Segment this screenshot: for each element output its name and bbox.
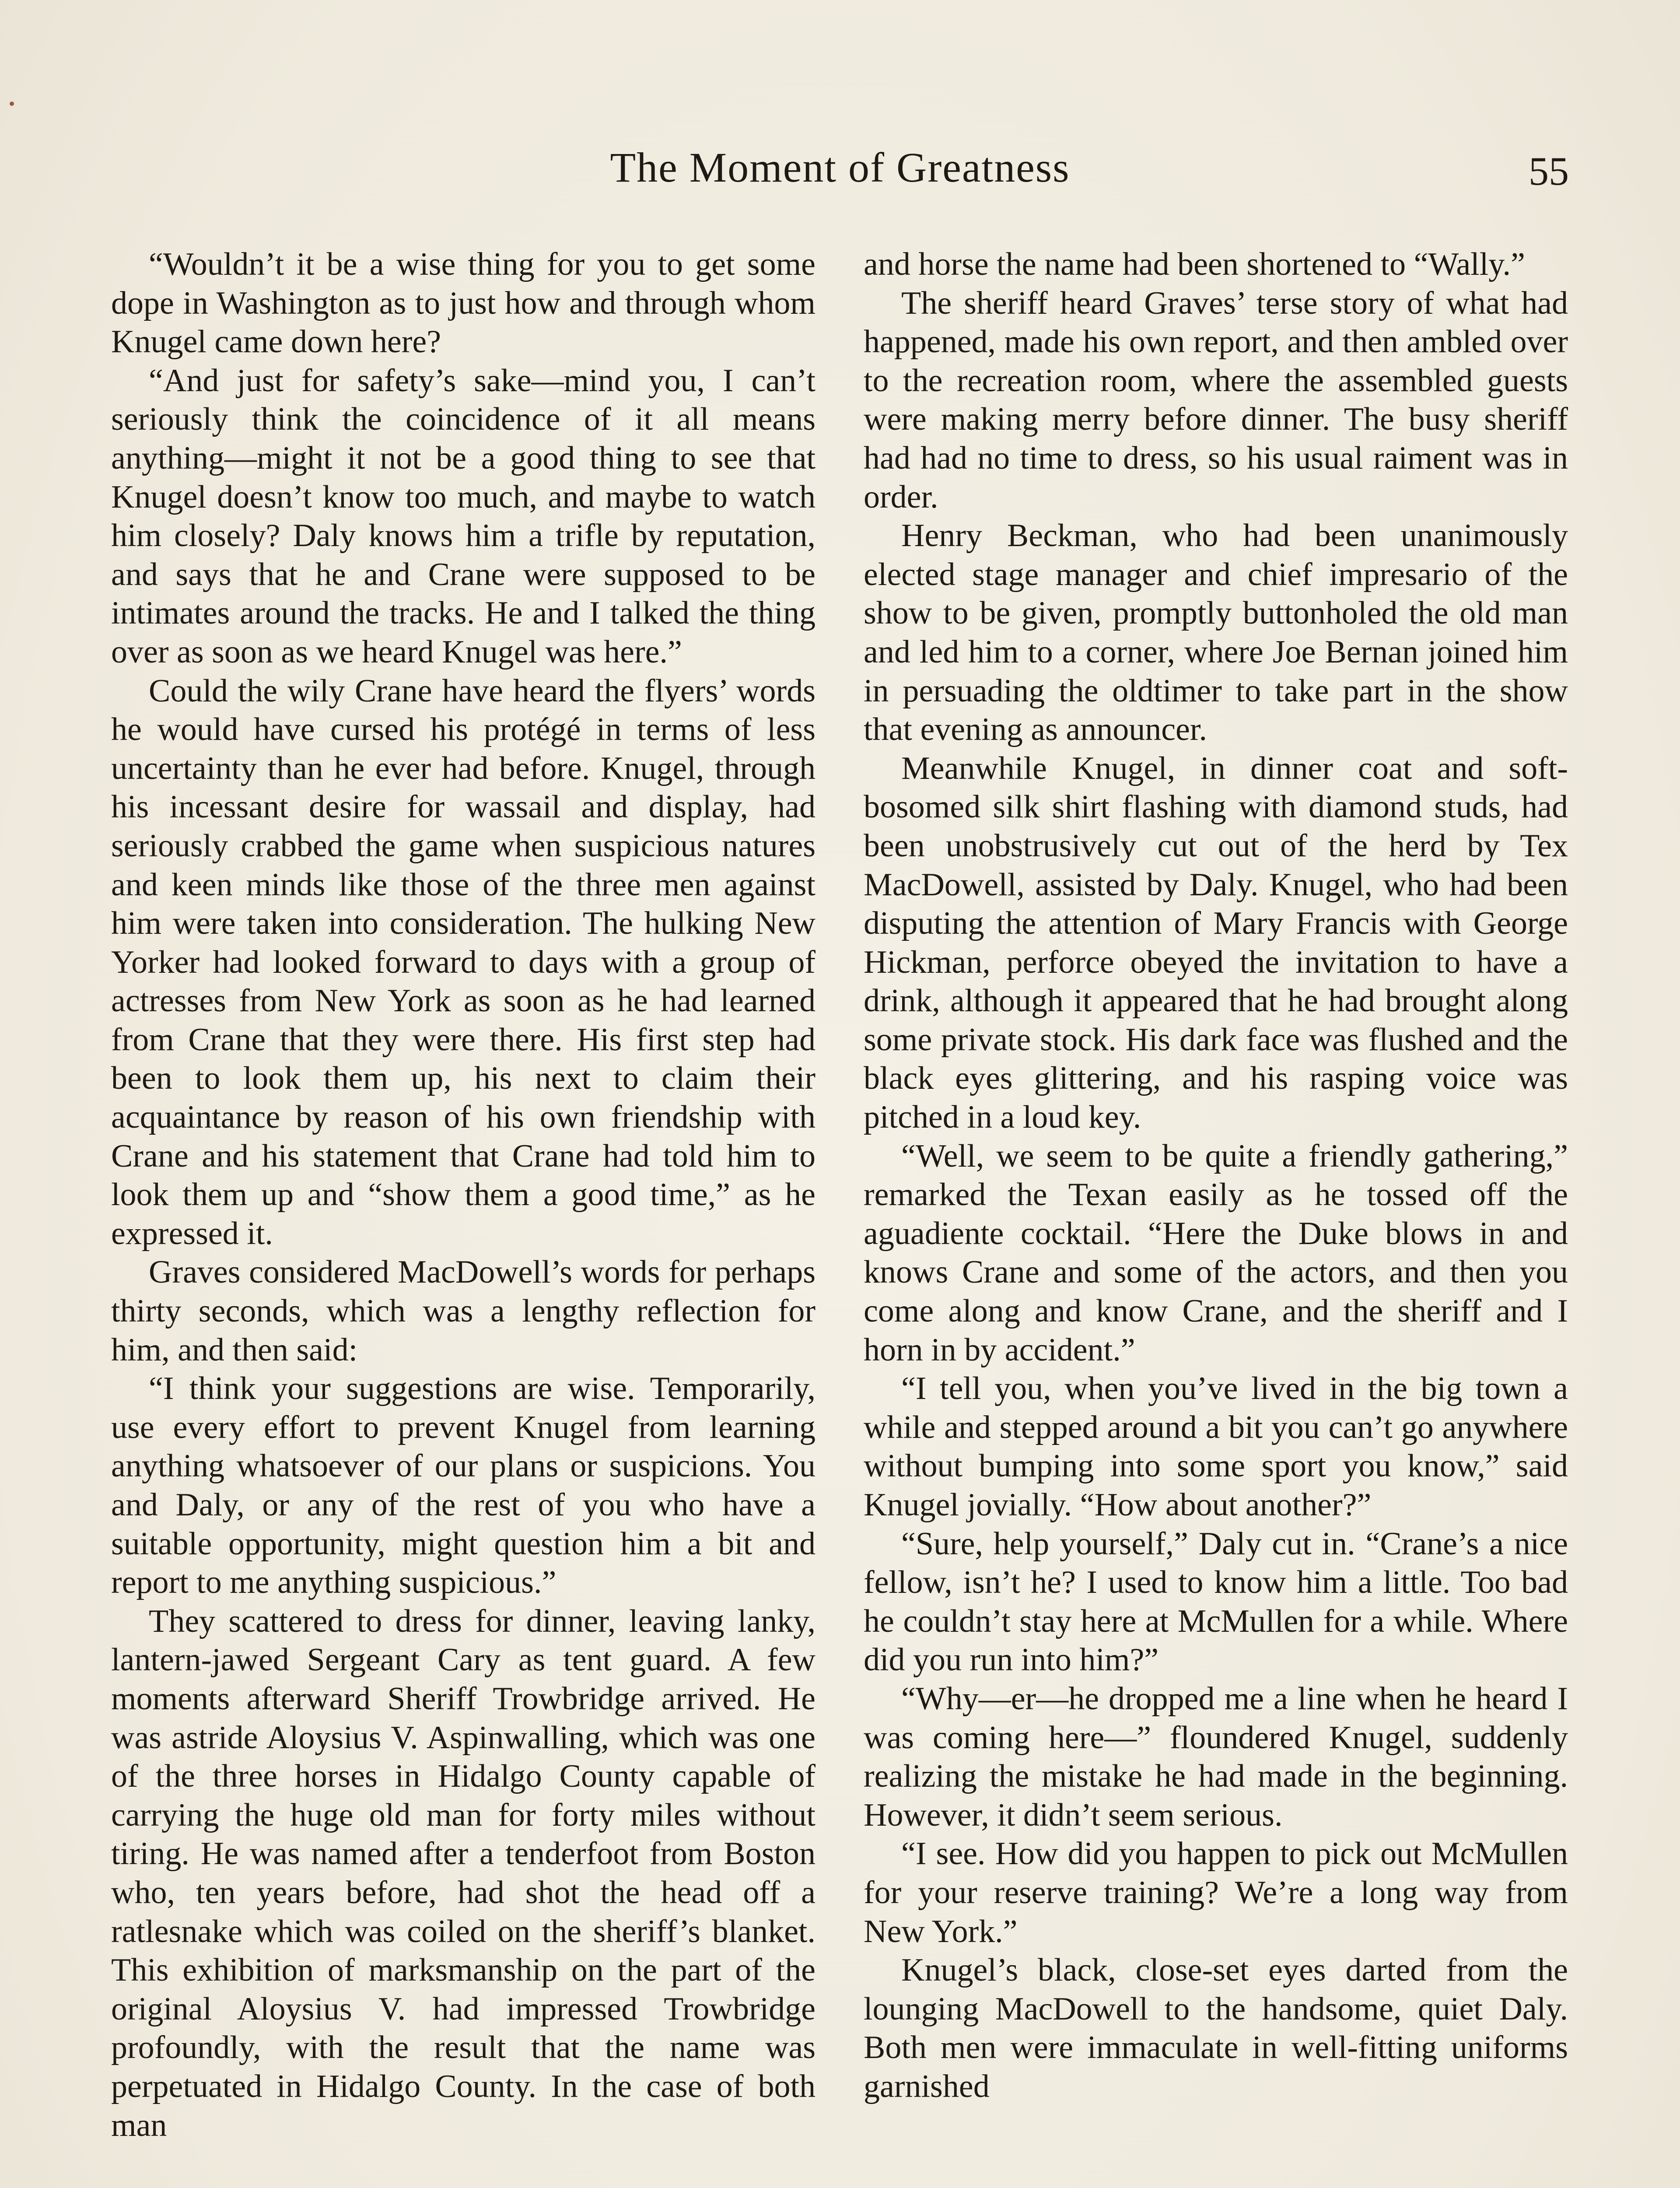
paragraph: Could the wily Crane have heard the flyers’ words he would have cursed his protégé in terms of less uncertainty than he ever had before. Knugel, through his incessant desire for wassail and display, had seriously crabbed the game when suspicious natures and keen minds like those of the three men against him were taken into consideration. The hulking New Yorker had looked forward to days with a group of actresses from New York as soon as he had learned from Crane that they were there. His first step had been to look them up, his next to claim their acquaintance by reason of his own friendship with Crane and his statement that Crane had told him to look them up and “show them a good time,” as he expressed it. <box>111 673 816 1252</box>
paragraph: “I think your suggestions are wise. Temporarily, use every effort to prevent Knugel from learning anything whatsoever of our plans or suspicions. You and Daly, or any of the rest of you who have a suitable opportunity, might question him a bit and report to me anything suspicious.” <box>111 1371 816 1601</box>
paragraph: The sheriff heard Graves’ terse story of what had happened, made his own report, and then ambled over to the recreation room, where the assembled guests were making merry before dinner. The busy sheriff had had no time to dress, so his usual raiment was in order. <box>864 285 1568 515</box>
paper-speck <box>10 102 14 106</box>
paragraph: “Why—er—he dropped me a line when he heard I was coming here—” floundered Knugel, suddenly realizing the mistake he had made in the beginning. However, it didn’t seem serious. <box>864 1680 1568 1833</box>
paragraph: “And just for safety’s sake—mind you, I can’t seriously think the coincidence of it all means anything—might it not be a good thing to see that Knugel doesn’t know too much, and maybe to watch him closely? Daly knows him a trifle by reputation, and says that he and Crane were supposed to be intimates around the tracks. He and I talked the thing over as soon as we heard Knugel was here.” <box>111 362 816 670</box>
paragraph: “Sure, help yourself,” Daly cut in. “Crane’s a nice fellow, isn’t he? I used to know him a little. Too bad he couldn’t stay here at McMullen for a while. Where did you run into him?” <box>864 1525 1568 1678</box>
paragraph: “Well, we seem to be quite a friendly gathering,” remarked the Texan easily as he tossed off the aguadiente cocktail. “Here the Duke blows in and knows Crane and some of the actors, and then you come along and know Crane, and the sheriff and I horn in by accident.” <box>864 1138 1568 1368</box>
paragraph: They scattered to dress for dinner, leaving lanky, lantern-jawed Sergeant Cary as tent guard. A few moments afterward Sheriff Trowbridge arrived. He was astride Aloysius V. Aspinwalling, which was one of the three horses in Hidalgo County capable of carrying the huge old man for forty miles without tiring. He was named after a tenderfoot from Boston who, ten years before, had shot the head off a ratlesnake which was coiled on the sheriff’s blanket. This exhibition of marksmanship on the part of the original Aloysius V. had impressed Trowbridge profoundly, with the result that the name was perpetuated in Hidalgo County. In the case of both man <box>111 1603 816 2143</box>
page-header <box>111 139 1569 205</box>
paragraph-continuation: and horse the name had been shortened to “Wally.” <box>864 246 1525 282</box>
paragraph: “Wouldn’t it be a wise thing for you to get some dope in Washington as to just how and through whom Knugel came down here? <box>111 246 816 360</box>
paragraph: “I see. How did you happen to pick out McMullen for your reserve training? We’re a long way from New York.” <box>864 1836 1568 1950</box>
paragraph: Knugel’s black, close-set eyes darted from the lounging MacDowell to the handsome, quiet Daly. Both men were immaculate in well-fitting uniforms garnished <box>864 1952 1568 2104</box>
paragraph: Meanwhile Knugel, in dinner coat and soft-bosomed silk shirt flashing with diamond studs, had been unobstrusively cut out of the herd by Tex MacDowell, assisted by Daly. Knugel, who had been disputing the attention of Mary Francis with George Hickman, perforce obeyed the invitation to have a drink, although it appeared that he had brought along some private stock. His dark face was flushed and the black eyes glittering, and his rasping voice was pitched in a loud key. <box>864 750 1568 1136</box>
page-number: 55 <box>1529 149 1569 193</box>
paragraph: “I tell you, when you’ve lived in the big town a while and stepped around a bit you can’t go anywhere without bumping into some sport you know,” said Knugel jovially. “How about another?” <box>864 1371 1568 1523</box>
right-text-column <box>864 245 1568 2106</box>
paragraph: Henry Beckman, who had been unanimously elected stage manager and chief impresario of the show to be given, promptly buttonholed the old man and led him to a corner, where Joe Bernan joined him in persuading the oldtimer to take part in the show that evening as announcer. <box>864 518 1568 748</box>
left-text-column <box>111 245 816 2145</box>
running-title: The Moment of Greatness <box>610 144 1070 191</box>
paragraph: Graves considered MacDowell’s words for perhaps thirty seconds, which was a lengthy reflection for him, and then said: <box>111 1254 816 1368</box>
